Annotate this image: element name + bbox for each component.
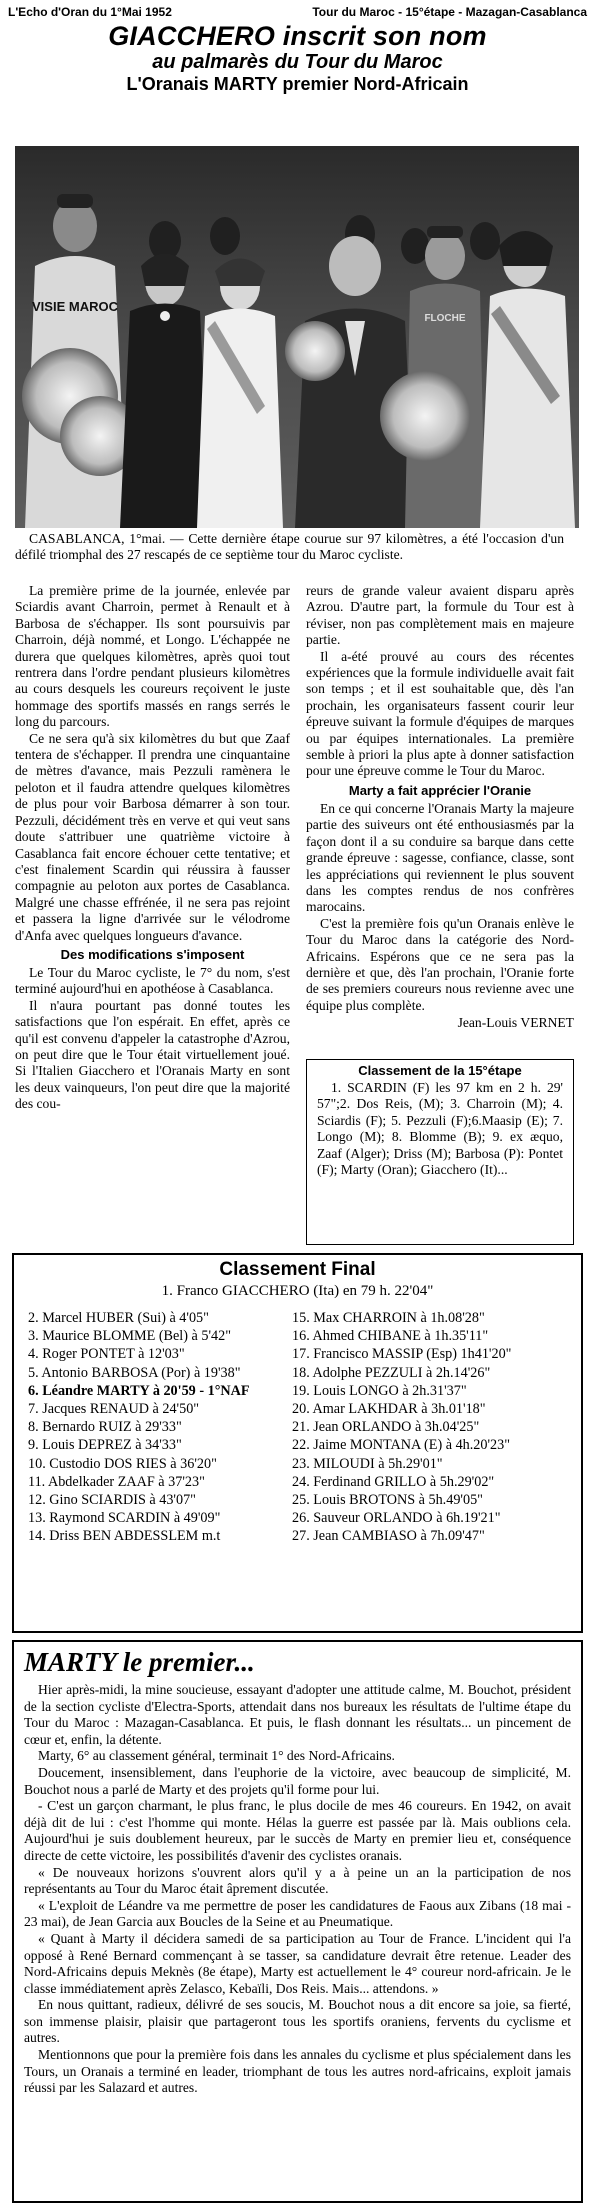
- paragraph: Mentionnons que pour la première fois dans les annales du cyclisme et plus spécialement dans les Tours, un Oranais a terminé en leader, triomphant de tous les autres nord-africains, exploit jamais réussi par les Salazard et autres.: [24, 2047, 571, 2096]
- paragraph: « De nouveaux horizons s'ouvrent alors qu'il y a à peine un an la participation de nos représentants au Tour du Maroc était âprement discutée.: [24, 1864, 571, 1897]
- stage-info: Tour du Maroc - 15°étape - Mazagan-Casablanca: [312, 5, 587, 19]
- ranking-entry: 13. Raymond SCARDIN à 49'09": [28, 1510, 221, 1527]
- ranking-entry: 7. Jacques RENAUD à 24'50": [28, 1401, 200, 1418]
- ranking-entry: 14. Driss BEN ABDESSLEM m.t: [28, 1528, 221, 1545]
- paragraph: La première prime de la journée, enlevée par Sciardis avant Charroin, permet à Renault et à Barbosa de s'échapper. Ils sont poursuivis par Charroin, déjà nommé, et Longo. L'échappée ne durera que quelques kilomètres, après quoi tout rentrera dans l'ordre pendant plusieurs kilomètres au cours desquels les coureurs reçoivent le juste hommage des sportifs massés en rangs serrés le long du parcours.: [15, 583, 290, 730]
- paragraph: Ce ne sera qu'à six kilomètres du but que Zaaf tentera de s'échapper. Il prendra une cinquantaine de mètres d'avance, mais Pezzuli ramènera le peloton et il faudra attendre quelques kilomètres de plus pour voir Barbosa démarrer à son tour. Pezzuli, décidément très en verve et qui veut sans doute s'attribuer une quatrième victoire à Casablanca fait encore échouer cette tentative; et c'est finalement Scardin qui réussira à fausser compagnie au peloton aux portes de Casablanca. Malgré une chasse effrénée, il ne sera pas rejoint et passera la ligne d'arrivée sur le vélodrome d'Anfa avec quelques longueurs d'avance.: [15, 730, 290, 943]
- ranking-entry: 25. Louis BROTONS à 5h.49'05": [292, 1492, 483, 1509]
- ranking-entry: 5. Antonio BARBOSA (Por) à 19'38": [28, 1364, 241, 1381]
- ranking-entry: 9. Louis DEPREZ à 34'33": [28, 1437, 182, 1454]
- stage-ranking-box: [306, 1059, 574, 1245]
- marty-article-box: [12, 1640, 583, 2203]
- ranking-entry: 4. Roger PONTET à 12'03": [28, 1346, 185, 1363]
- stage-ranking-title: Classement de la 15°étape: [358, 1063, 522, 1078]
- subhead-modifications: Des modifications s'imposent: [60, 946, 245, 962]
- ranking-entry: 11. Abdelkader ZAAF à 37'23": [28, 1473, 205, 1490]
- ranking-entry: 3. Maurice BLOMME (Bel) à 5'42": [28, 1328, 231, 1345]
- paragraph: En nous quittant, radieux, délivré de ses soucis, M. Bouchot nous a dit encore sa joie, sa fierté, son immense plaisir, plaisir que partageront tous les sportifs oraniens, fervents du cyclisme et autres.: [24, 1997, 571, 2046]
- subhead-marty: Marty a fait apprécier l'Oranie: [348, 782, 532, 798]
- paragraph: reurs de grande valeur avaient disparu après Azrou. D'autre part, la formule du Tour est à réviser, non pas complètement mais en majeure partie.: [306, 583, 574, 648]
- ranking-entry: 17. Francisco MASSIP (Esp) 1h41'20": [292, 1346, 512, 1363]
- ranking-entry: 19. Louis LONGO à 2h.31'37": [292, 1382, 467, 1399]
- ranking-entry: 15. Max CHARROIN à 1h.08'28": [292, 1310, 485, 1326]
- ranking-entry: 10. Custodio DOS RIES à 36'20": [28, 1455, 217, 1472]
- headline-block: [0, 21, 595, 95]
- ranking-entry: 21. Jean ORLANDO à 3h.04'25": [292, 1419, 480, 1436]
- jersey-text-left: VISIE MAROC: [32, 299, 118, 314]
- stage-ranking-text: 1. SCARDIN (F) les 97 km en 2 h. 29' 57";2. Dos Reis, (M); 3. Charroin (M); 4. Sciardis (F); 5. Pezzuli (F);6.Maasip (E); 7. Longo (M); 8. Blomme (B); 9. ex æquo, Zaaf (Alger); Driss (M); Barbosa (P): Pontet (F); Marty (Oran); Giacchero (It)...: [317, 1080, 563, 1178]
- author-signature: Jean-Louis VERNET: [457, 1015, 574, 1031]
- ranking-entry-marty: 6. Léandre MARTY à 20'59 - 1°NAF: [28, 1382, 250, 1399]
- ranking-entry: 26. Sauveur ORLANDO à 6h.19'21": [292, 1510, 501, 1527]
- ranking-entry: 22. Jaime MONTANA (E) à 4h.20'23": [292, 1437, 511, 1454]
- jersey-text-right: FLOCHE: [424, 313, 466, 324]
- article-left-column: [15, 583, 290, 1113]
- paragraph: « Quant à Marty il décidera samedi de sa participation au Tour de France. L'incident qui l'a opposé à René Bernard commençant à se tasser, sa candidature devrait être retenue. Leader des Nord-Africains depuis Meknès (8e étape), Marty est actuellement le 4° coureur nord-africain. Je le classe immédiatement après Zelasco, Kebaïli, Dos Reis. Mais... attendons. »: [24, 1930, 571, 1996]
- final-ranking-box: [12, 1253, 583, 1633]
- lead-paragraph: CASABLANCA, 1°mai. — Cette dernière étape courue sur 97 kilomètres, a été l'occasion d'un défilé triomphal des 27 rescapés de ce septième tour du Maroc cycliste.: [15, 531, 564, 563]
- paragraph: Il a-été prouvé au cours des récentes expériences que la formule individuelle avait fait son temps ; et il est souhaitable que, dès l'an prochain, les organisateurs fassent courir leur épreuve suivant la formule d'équipes de marques ou par équipes internationales. La première semble à priori la plus apte à donner satisfaction pour une épreuve comme le Tour du Maroc.: [306, 648, 574, 779]
- paragraph: En ce qui concerne l'Oranais Marty la majeure partie des suiveurs ont été enthousiasmés par la façon dont il a su conduire sa barque dans cette grande épreuve : sagesse, confiance, classe, sont les appréciations qui reviennent le plus souvent dans les comptes rendus de nos confrères marocains.: [306, 800, 574, 915]
- ranking-entry: 8. Bernardo RUIZ à 29'33": [28, 1419, 182, 1436]
- headline-main: GIACCHERO inscrit son nom: [108, 21, 487, 51]
- page-header: [8, 5, 587, 21]
- ranking-entry: 23. MILOUDI à 5h.29'01": [292, 1455, 443, 1472]
- podium-photo: [15, 146, 579, 528]
- paragraph: Marty, 6° au classement général, terminait 1° des Nord-Africains.: [38, 1748, 395, 1764]
- ranking-entry: 18. Adolphe PEZZULI à 2h.14'26": [292, 1364, 491, 1381]
- headline-sub: au palmarès du Tour du Maroc: [152, 51, 443, 73]
- marty-article-body: [24, 1682, 571, 2097]
- article-lead: [15, 531, 564, 564]
- paragraph: Le Tour du Maroc cycliste, le 7° du nom, s'est terminé aujourd'hui en apothéose à Casablanca.: [15, 964, 290, 997]
- ranking-entry: 16. Ahmed CHIBANE à 1h.35'11": [292, 1328, 489, 1345]
- final-ranking-title: Classement Final: [219, 1259, 376, 1280]
- paragraph: - C'est un garçon charmant, le plus franc, le plus docile de mes 46 coureurs. En 1942, on avait déjà dit de lui : c'est l'homme qui monte. Hélas la guerre est passée par là. Mais oublions cela. Aujourd'hui je suis doublement heureux, par le succès de Marty en premier lieu et, conséquence directe de cette victoire, les possibilités d'avenir des cyclistes oranais.: [24, 1798, 571, 1863]
- paragraph: Hier après-midi, la mine soucieuse, essayant d'adopter une attitude calme, M. Bouchot, président de la section cycliste d'Electra-Sports, attendait dans nos bureaux les résultats de l'ultime étape du Tour du Maroc : Mazagan-Casablanca. Et puis, le flash donnant les résultats... un pincement de cœur et, enfin, la détente.: [24, 1682, 571, 1747]
- ranking-entry: 24. Ferdinand GRILLO à 5h.29'02": [292, 1473, 495, 1490]
- marty-article-title: MARTY le premier...: [24, 1647, 255, 1677]
- ranking-column-right: [292, 1309, 511, 1546]
- paragraph: « L'exploit de Léandre va me permettre de poser les candidatures de Faous aux Zibans (18 mai - 23 mai), de Jean Garcia aux Boucles de la Seine et au Pneumatique.: [24, 1897, 571, 1930]
- newspaper-source: L'Echo d'Oran du 1°Mai 1952: [8, 5, 172, 19]
- paragraph: Il n'aura pourtant pas donné toutes les satisfactions que l'on espérait. En effet, après ce qu'il est convenu d'appeler la catastrophe d'Azrou, on peut dire que le Tour était virtuellement joué. Si l'Italien Giacchero et l'Oranais Marty en sont les deux vainqueurs, l'on peut dire que la majorité des cou-: [15, 997, 290, 1112]
- final-ranking-winner: 1. Franco GIACCHERO (Ita) en 79 h. 22'04": [161, 1283, 434, 1299]
- headline-kicker: L'Oranais MARTY premier Nord-Africain: [126, 74, 469, 94]
- ranking-entry: 2. Marcel HUBER (Sui) à 4'05": [28, 1310, 209, 1326]
- ranking-entry: 12. Gino SCIARDIS à 43'07": [28, 1492, 196, 1509]
- paragraph: Doucement, insensiblement, dans l'euphorie de la victoire, avec beaucoup de simplicité, M. Bouchot nous a parlé de Marty et des projets qu'il forme pour lui.: [24, 1764, 571, 1797]
- ranking-entry: 27. Jean CAMBIASO à 7h.09'47": [292, 1528, 485, 1545]
- ranking-entry: 20. Amar LAKHDAR à 3h.01'18": [292, 1401, 486, 1418]
- ranking-column-left: [28, 1309, 250, 1546]
- paragraph: C'est la première fois qu'un Oranais enlève le Tour du Maroc dans la catégorie des Nord-Africains. Espérons que ce ne sera pas la dernière et que, dès l'an prochain, l'Oranie forte de ses premiers coureurs nous revienne avec une équipe plus complète.: [306, 915, 574, 1013]
- article-right-column: [306, 583, 574, 1032]
